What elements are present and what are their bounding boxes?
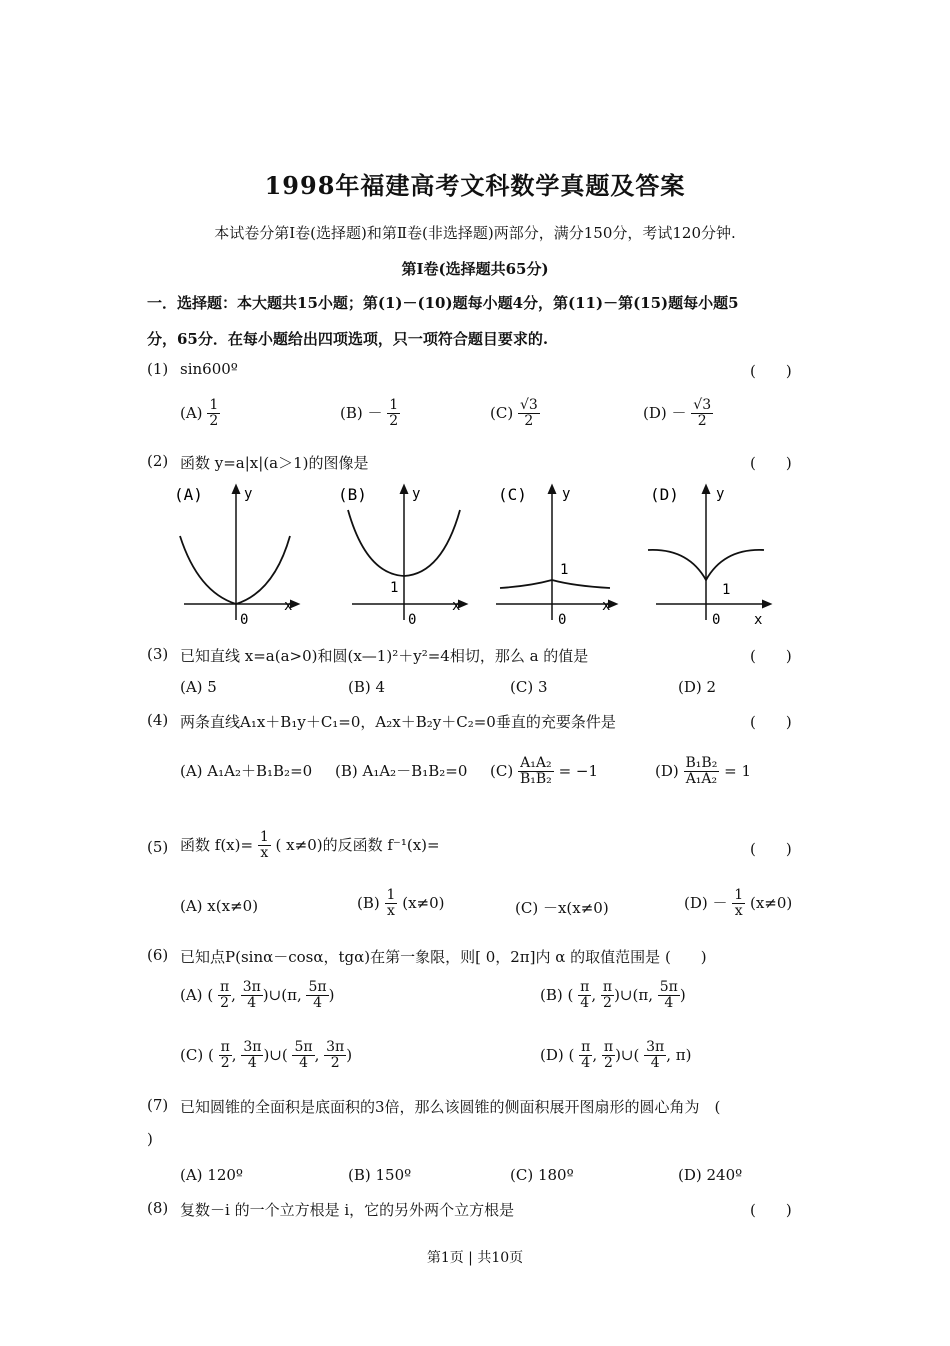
denominator: 4 xyxy=(650,1055,660,1072)
graph-b-y-label: y xyxy=(412,486,421,502)
q1-answer-blank: ( ) xyxy=(750,362,792,380)
q6-number: (6) xyxy=(147,946,169,964)
pi-symbol: π xyxy=(675,1045,686,1064)
page-title: 1998年福建高考文科数学真题及答案 xyxy=(264,171,686,200)
q6-option-b: (B) ( $\frac{\pi}{4}$ , $\frac{\pi}{2}$ )∪(π, $\frac{5\pi}{4}$ ) xyxy=(540,979,686,1012)
q4-answer-blank: ( ) xyxy=(750,713,792,731)
q4-option-c xyxy=(490,756,598,788)
equation-rhs: = 1 xyxy=(724,761,751,780)
fraction xyxy=(644,1040,666,1072)
fraction xyxy=(658,980,680,1012)
numerator: 1 xyxy=(209,397,219,413)
fraction xyxy=(387,398,400,430)
numerator: π xyxy=(220,1039,230,1055)
q7-option-d: (D) 240º xyxy=(678,1166,743,1184)
q5-text-part-2: ( x≠0)的反函数 f⁻¹(x)= xyxy=(275,835,440,854)
fraction xyxy=(258,830,271,862)
q4-option-a: (A) A₁A₂＋B₁B₂=0 xyxy=(180,762,313,780)
denominator: B₁B₂ xyxy=(519,771,552,788)
q4-option-d xyxy=(655,756,751,788)
fraction xyxy=(578,980,591,1012)
denominator: x xyxy=(734,903,743,920)
q2-number: (2) xyxy=(147,452,169,470)
graph-d-x-label: x xyxy=(754,612,763,628)
option-label: (A) xyxy=(180,403,203,422)
denominator: 2 xyxy=(330,1055,340,1072)
q1-number: (1) xyxy=(147,360,169,378)
fraction xyxy=(207,398,220,430)
graph-c-x-label: x xyxy=(602,598,611,614)
q4-option-b: (B) A₁A₂－B₁B₂=0 xyxy=(335,762,468,780)
fraction xyxy=(219,1040,232,1072)
numerator: π xyxy=(581,1039,591,1055)
option-label: (C) xyxy=(490,761,514,780)
denominator: 2 xyxy=(389,413,399,430)
fraction xyxy=(241,1040,263,1072)
fraction xyxy=(385,888,398,920)
denominator: 4 xyxy=(299,1055,308,1072)
denominator: 2 xyxy=(524,413,534,430)
q5-option-a: (A) x(x≠0) xyxy=(180,897,259,915)
q5-option-c: (C) －x(x≠0) xyxy=(515,899,609,917)
q1-option-a xyxy=(180,398,220,430)
option-label: (D) － xyxy=(684,893,728,912)
numerator: A₁A₂ xyxy=(518,756,554,772)
fraction xyxy=(601,980,614,1012)
graph-d-origin-label: 0 xyxy=(712,612,721,628)
q7-option-c: (C) 180º xyxy=(510,1166,574,1184)
q5-text xyxy=(180,830,440,862)
q5-number: (5) xyxy=(147,838,169,856)
numerator: √3 xyxy=(519,397,538,413)
numerator: 1 xyxy=(386,887,396,903)
denominator: 4 xyxy=(664,995,674,1012)
intro-text: 本试卷分第Ⅰ卷(选择题)和第Ⅱ卷(非选择题)两部分，满分150分，考试120分钟. xyxy=(214,224,736,242)
q7-number: (7) xyxy=(147,1096,169,1114)
denominator: 2 xyxy=(697,413,707,430)
option-label: (D) xyxy=(540,1045,564,1064)
fraction xyxy=(218,980,231,1012)
q6-option-a: (A) ( $\frac{\pi}{2}$ , $\frac{3\pi}{4}$ )∪(π, $\frac{5\pi}{4}$ ) xyxy=(180,979,335,1012)
graph-d-y-label: y xyxy=(716,486,725,502)
q6-text: 已知点P(sinα－cosα，tgα)在第一象限，则[ 0，2π]内 α 的取值范围是 ( ) xyxy=(180,948,707,966)
q2-text: 函数 y=a|x|(a＞1)的图像是 xyxy=(180,454,369,472)
q6-option-d: (D) ( $\frac{\pi}{4}$ , $\frac{\pi}{2}$ )∪( $\frac{3\pi}{4}$ , π) xyxy=(540,1039,692,1072)
option-label: (C) xyxy=(180,1045,204,1064)
option-label: (C) xyxy=(490,403,514,422)
fraction xyxy=(241,980,263,1012)
denominator: 4 xyxy=(247,995,257,1012)
numerator: 5π xyxy=(659,979,678,995)
pi-symbol: π xyxy=(638,985,649,1004)
q6-option-c: (C) ( $\frac{\pi}{2}$ , $\frac{3\pi}{4}$ )∪( $\frac{5\pi}{4}$ , $\frac{3\pi}{2}$ ) xyxy=(180,1039,353,1072)
fraction xyxy=(518,756,554,788)
numerator: B₁B₂ xyxy=(685,755,718,771)
fraction xyxy=(602,1040,615,1072)
graph-b-one-label: 1 xyxy=(390,580,399,596)
fraction xyxy=(579,1040,592,1072)
q3-text: 已知直线 x=a(a>0)和圆(x—1)²＋y²=4相切，那么 a 的值是 xyxy=(180,647,589,665)
graph-a-y-label: y xyxy=(244,486,253,502)
graph-c-curve xyxy=(500,580,610,588)
graph-c-one-label: 1 xyxy=(560,562,569,578)
q5-answer-blank: ( ) xyxy=(750,840,792,858)
q8-answer-blank: ( ) xyxy=(750,1201,792,1219)
fraction xyxy=(691,398,713,430)
q3-option-b: (B) 4 xyxy=(348,678,386,696)
q5-option-d xyxy=(684,888,792,920)
numerator: π xyxy=(602,979,613,995)
option-label: (D) xyxy=(655,761,679,780)
graph-b xyxy=(338,485,464,628)
denominator: 2 xyxy=(220,995,229,1012)
q4-text: 两条直线A₁x＋B₁y＋C₁=0，A₂x＋B₂y＋C₂=0垂直的充要条件是 xyxy=(180,713,616,731)
denominator: 2 xyxy=(604,1055,613,1072)
fraction xyxy=(518,398,540,430)
numerator: √3 xyxy=(693,397,712,413)
graph-b-label: (B) xyxy=(338,485,367,504)
option-label: (B) xyxy=(357,893,380,912)
graph-b-origin-label: 0 xyxy=(408,612,417,628)
graph-d-one-label: 1 xyxy=(722,582,731,598)
q8-text: 复数－i 的一个立方根是 i，它的另外两个立方根是 xyxy=(180,1201,515,1219)
numerator: π xyxy=(580,979,590,995)
numerator: 3π xyxy=(326,1039,345,1055)
q7-text: 已知圆锥的全面积是底面积的3倍，那么该圆锥的侧面积展开图扇形的圆心角为 ( xyxy=(180,1098,721,1116)
fraction xyxy=(324,1040,346,1072)
option-tail: (x≠0) xyxy=(749,893,793,912)
fraction xyxy=(306,980,328,1012)
option-tail: (x≠0) xyxy=(402,893,445,912)
denominator: A₁A₂ xyxy=(685,771,718,788)
numerator: 5π xyxy=(308,979,327,995)
instruction-line-1: 一．选择题：本大题共15小题；第(1)－(10)题每小题4分，第(11)－第(15)题每小题5 xyxy=(147,294,739,312)
denominator: 4 xyxy=(313,995,322,1012)
denominator: 4 xyxy=(581,1055,591,1072)
graph-c-label: (C) xyxy=(498,485,527,504)
numerator: 1 xyxy=(389,397,399,413)
page-footer: 第1页 | 共10页 xyxy=(426,1250,524,1266)
q7-text-line-2: ) xyxy=(147,1130,153,1148)
denominator: 2 xyxy=(603,995,612,1012)
graph-a xyxy=(174,485,296,628)
q3-option-d: (D) 2 xyxy=(678,678,717,696)
q7-option-a: (A) 120º xyxy=(180,1166,243,1184)
instruction-line-2: 分，65分．在每小题给出四项选项，只一项符合题目要求的. xyxy=(147,330,549,348)
fraction xyxy=(732,888,745,920)
q7-option-b: (B) 150º xyxy=(348,1166,412,1184)
q1-option-d xyxy=(643,398,713,430)
graph-b-x-label: x xyxy=(452,598,461,614)
option-label: (B) － xyxy=(340,403,383,422)
denominator: 4 xyxy=(580,995,590,1012)
q5-text-part-1: 函数 f(x)= xyxy=(180,835,254,854)
numerator: 1 xyxy=(734,887,744,903)
numerator: 3π xyxy=(646,1039,665,1055)
option-label: (D) － xyxy=(643,403,687,422)
option-label: (A) xyxy=(180,985,203,1004)
numerator: π xyxy=(603,1039,614,1055)
option-label: (B) xyxy=(540,985,563,1004)
q5-option-b xyxy=(357,888,445,920)
equation-rhs: = −1 xyxy=(558,761,599,780)
denominator: 4 xyxy=(247,1055,257,1072)
graph-c xyxy=(496,485,614,628)
denominator: 2 xyxy=(209,413,219,430)
fraction xyxy=(684,756,720,788)
fraction xyxy=(292,1040,314,1072)
denominator: 2 xyxy=(220,1055,230,1072)
numerator: π xyxy=(219,979,230,995)
numerator: 3π xyxy=(242,979,261,995)
numerator: 5π xyxy=(294,1039,313,1055)
graph-a-label: (A) xyxy=(174,485,203,504)
graph-c-y-label: y xyxy=(562,486,571,502)
graph-c-origin-label: 0 xyxy=(558,612,567,628)
numerator: 1 xyxy=(259,829,269,845)
graph-a-origin-label: 0 xyxy=(240,612,249,628)
q1-option-c xyxy=(490,398,540,430)
pi-symbol: π xyxy=(287,985,297,1004)
section-title: 第Ⅰ卷(选择题共65分) xyxy=(401,260,549,278)
denominator: x xyxy=(260,845,269,862)
q3-option-c: (C) 3 xyxy=(510,678,548,696)
q2-graphs xyxy=(160,480,800,630)
q1-option-b xyxy=(340,398,400,430)
q2-answer-blank: ( ) xyxy=(750,454,792,472)
q3-answer-blank: ( ) xyxy=(750,647,792,665)
q3-number: (3) xyxy=(147,645,169,663)
q3-option-a: (A) 5 xyxy=(180,678,217,696)
graph-a-x-label: x xyxy=(284,598,293,614)
denominator: x xyxy=(387,903,395,920)
numerator: 3π xyxy=(243,1039,262,1055)
graph-d-label: (D) xyxy=(650,485,679,504)
graph-a-curve xyxy=(180,536,290,604)
q1-text: sin600º xyxy=(180,360,238,378)
q8-number: (8) xyxy=(147,1199,169,1217)
q4-number: (4) xyxy=(147,711,169,729)
graph-d xyxy=(648,485,768,628)
